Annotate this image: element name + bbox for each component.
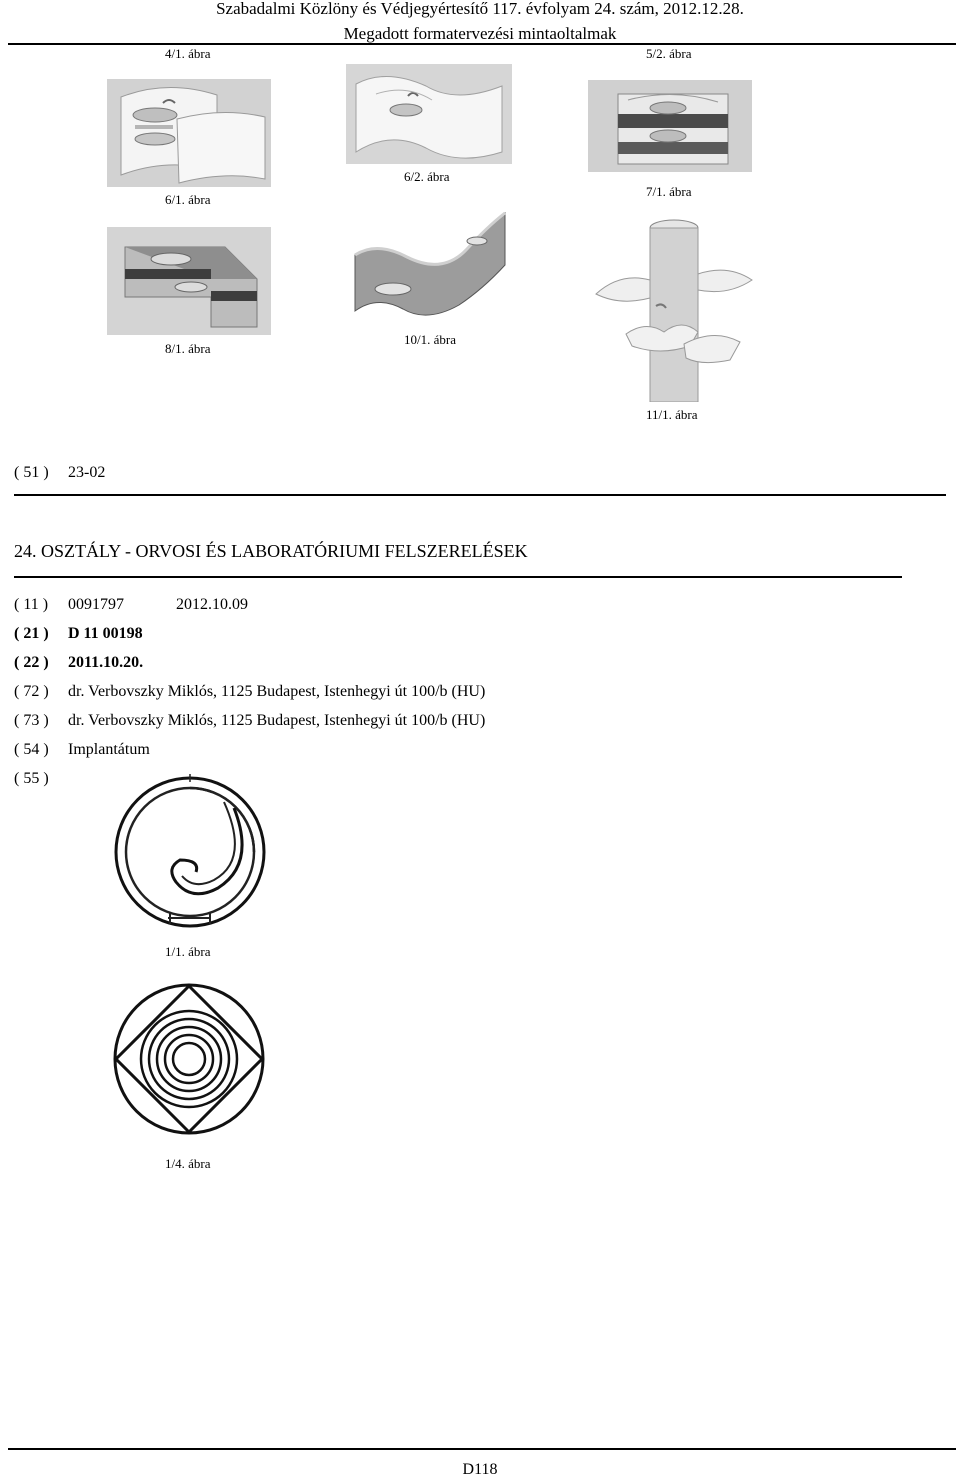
- section-rule-class: [14, 576, 902, 578]
- field-72-label: ( 72 ): [14, 683, 49, 700]
- field-22-value: 2011.10.20.: [68, 654, 144, 671]
- caption-6-1: 6/1. ábra: [165, 192, 211, 207]
- field-73: [14, 712, 485, 730]
- header-rule: [8, 43, 956, 45]
- figure-1-1-image: [110, 768, 270, 934]
- field-73-value: dr. Verbovszky Miklós, 1125 Budapest, Istenhegyi út 100/b (HU): [68, 712, 486, 729]
- field-11-label: ( 11 ): [14, 596, 49, 613]
- caption-1-1: 1/1. ábra: [165, 944, 211, 959]
- caption-1-4: 1/4. ábra: [165, 1156, 211, 1171]
- caption-10-1: 10/1. ábra: [404, 332, 456, 347]
- figure-6-2-image: [347, 205, 511, 325]
- field-54: [14, 741, 150, 759]
- caption-5-2: 5/2. ábra: [646, 46, 692, 61]
- caption-6-2: 6/2. ábra: [404, 169, 450, 184]
- figure-4-1-image: [107, 79, 271, 187]
- field-51-label: ( 51 ): [14, 464, 49, 481]
- caption-8-1: 8/1. ábra: [165, 341, 211, 356]
- field-54-label: ( 54 ): [14, 741, 49, 758]
- field-72: [14, 683, 485, 701]
- field-51: [14, 464, 105, 482]
- field-11: [14, 596, 248, 614]
- field-55: [14, 770, 68, 788]
- figure-5-2-variant-image: [588, 80, 752, 172]
- footer-rule: [8, 1448, 956, 1450]
- page-header: [0, 0, 960, 44]
- field-73-label: ( 73 ): [14, 712, 49, 729]
- page-number: D118: [462, 1461, 498, 1478]
- field-11-date: 2012.10.09: [176, 596, 248, 613]
- field-22: [14, 654, 143, 672]
- figure-6-1-image: [107, 227, 271, 335]
- field-21-label: ( 21 ): [14, 625, 49, 642]
- figure-7-1-image: [590, 214, 758, 402]
- journal-title: Szabadalmi Közlöny és Védjegyértesítő 117. évfolyam 24. szám, 2012.12.28.: [216, 0, 744, 18]
- caption-7-1: 7/1. ábra: [646, 184, 692, 199]
- figure-1-4-image: [108, 980, 270, 1138]
- section-title: Megadott formatervezési mintaoltalmak: [343, 24, 617, 43]
- field-11-number: 0091797: [68, 596, 124, 613]
- caption-11-1: 11/1. ábra: [646, 407, 698, 422]
- figure-5-2-image: [346, 64, 512, 164]
- field-51-value: 23-02: [68, 464, 106, 481]
- field-55-label: ( 55 ): [14, 770, 49, 787]
- field-21-value: D 11 00198: [68, 625, 143, 642]
- section-rule-top: [14, 494, 946, 496]
- field-54-value: Implantátum: [68, 741, 150, 758]
- field-72-value: dr. Verbovszky Miklós, 1125 Budapest, Istenhegyi út 100/b (HU): [68, 683, 486, 700]
- class-title: 24. OSZTÁLY - ORVOSI ÉS LABORATÓRIUMI FELSZERELÉSEK: [14, 541, 528, 561]
- field-22-label: ( 22 ): [14, 654, 49, 671]
- caption-4-1: 4/1. ábra: [165, 46, 211, 61]
- field-21: [14, 625, 143, 643]
